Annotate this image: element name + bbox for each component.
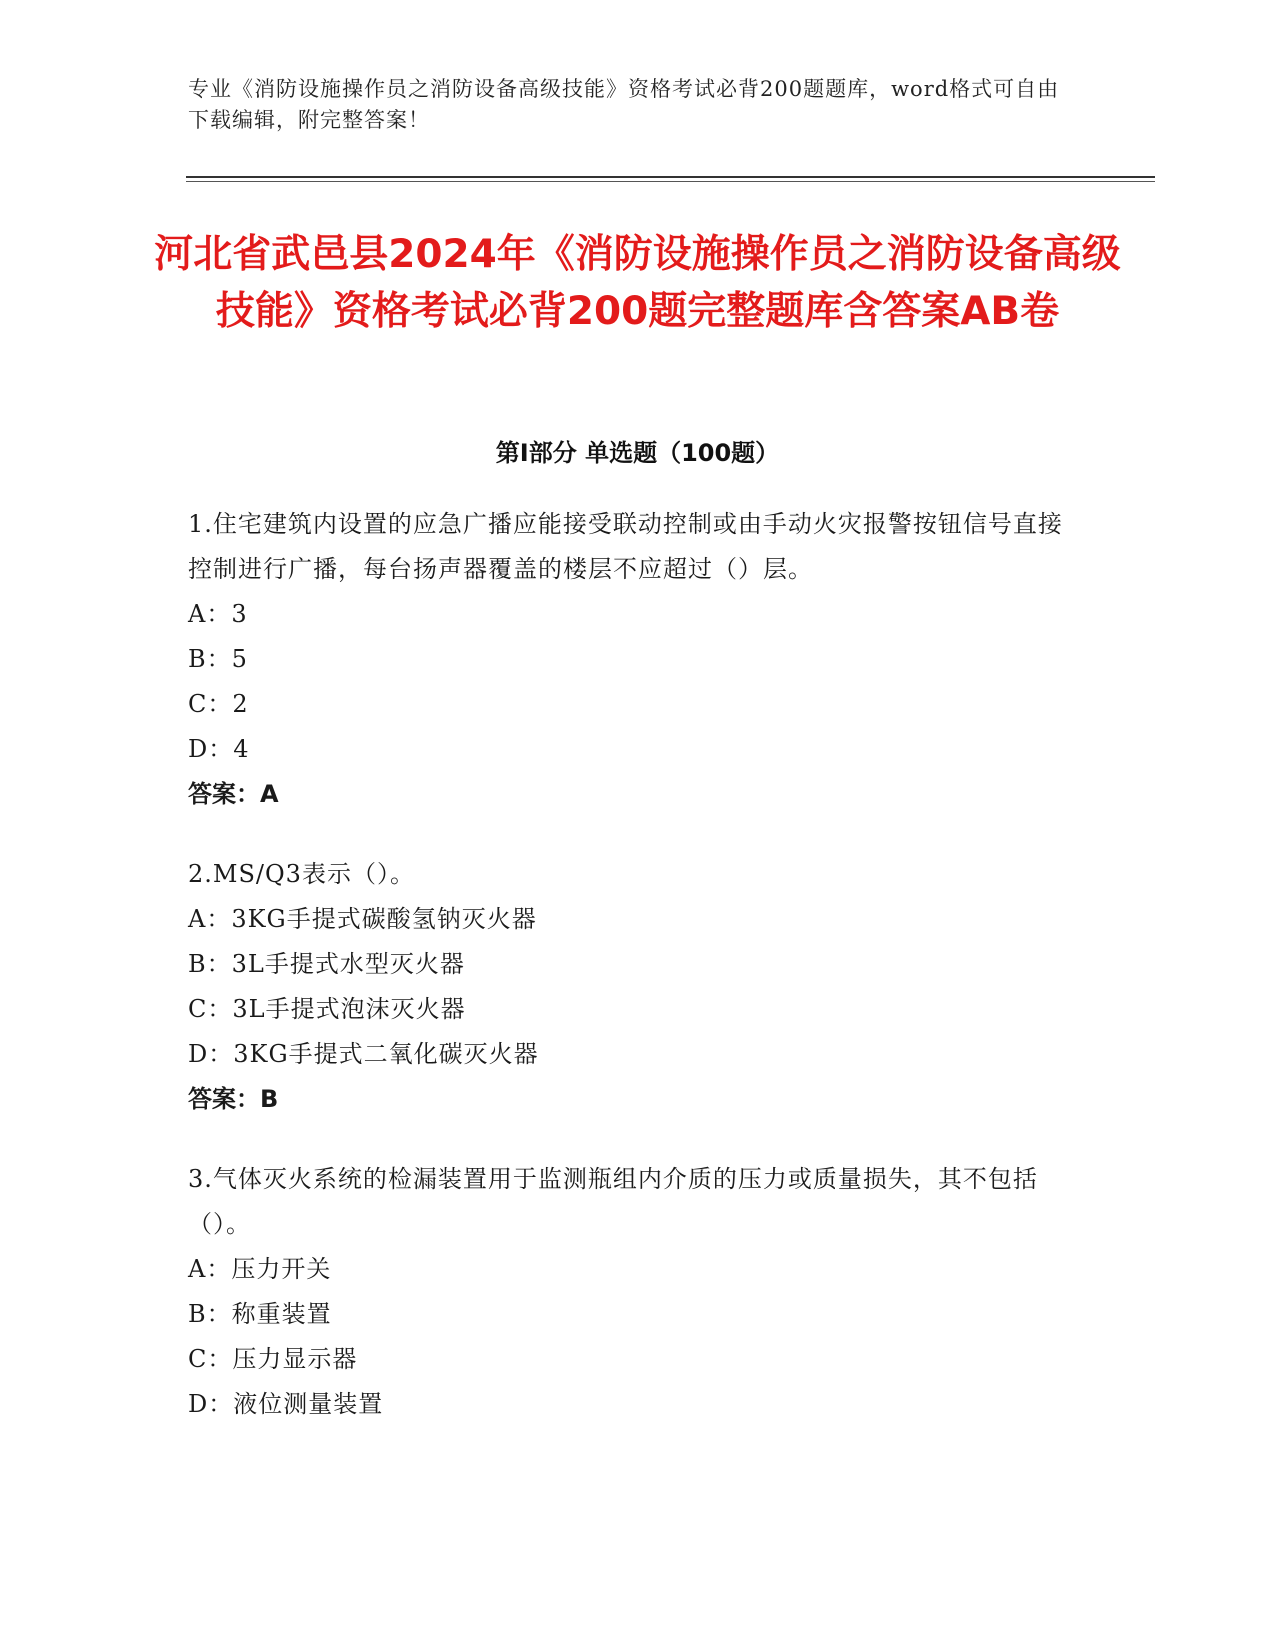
option-c: C：压力显示器 xyxy=(188,1345,358,1373)
question-2 xyxy=(188,852,1068,1122)
option-b: B：称重装置 xyxy=(188,1300,332,1328)
header-divider-thick xyxy=(186,176,1155,178)
header-divider-thin xyxy=(186,181,1155,182)
question-3 xyxy=(188,1157,1068,1427)
section-heading: 第I部分 单选题（100题） xyxy=(495,439,780,467)
answer-label: 答案：A xyxy=(188,780,279,808)
option-c: C：3L手提式泡沫灭火器 xyxy=(188,995,466,1023)
option-a: A：3KG手提式碳酸氢钠灭火器 xyxy=(188,905,537,933)
option-d: D：液位测量装置 xyxy=(188,1390,384,1418)
option-a: A：3 xyxy=(188,600,248,628)
option-a: A：压力开关 xyxy=(188,1255,332,1283)
page-title: 河北省武邑县2024年《消防设施操作员之消防设备高级技能》资格考试必背200题完整题库含答案AB卷 xyxy=(154,232,1121,334)
question-1 xyxy=(188,502,1068,817)
header-note: 专业《消防设施操作员之消防设备高级技能》资格考试必背200题题库，word格式可自由下载编辑，附完整答案！ xyxy=(188,77,1060,132)
question-stem: 2.MS/Q3表示（）。 xyxy=(188,860,415,888)
option-b: B：5 xyxy=(188,645,248,673)
option-c: C：2 xyxy=(188,690,249,718)
question-stem: 1.住宅建筑内设置的应急广播应能接受联动控制或由手动火灾报警按钮信号直接控制进行广播，每台扬声器覆盖的楼层不应超过（）层。 xyxy=(188,510,1063,583)
option-d: D：4 xyxy=(188,735,250,763)
option-d: D：3KG手提式二氧化碳灭火器 xyxy=(188,1040,539,1068)
answer-label: 答案：B xyxy=(188,1085,279,1113)
option-b: B：3L手提式水型灭火器 xyxy=(188,950,465,978)
question-stem: 3.气体灭火系统的检漏装置用于监测瓶组内介质的压力或质量损失，其不包括（）。 xyxy=(188,1165,1038,1238)
